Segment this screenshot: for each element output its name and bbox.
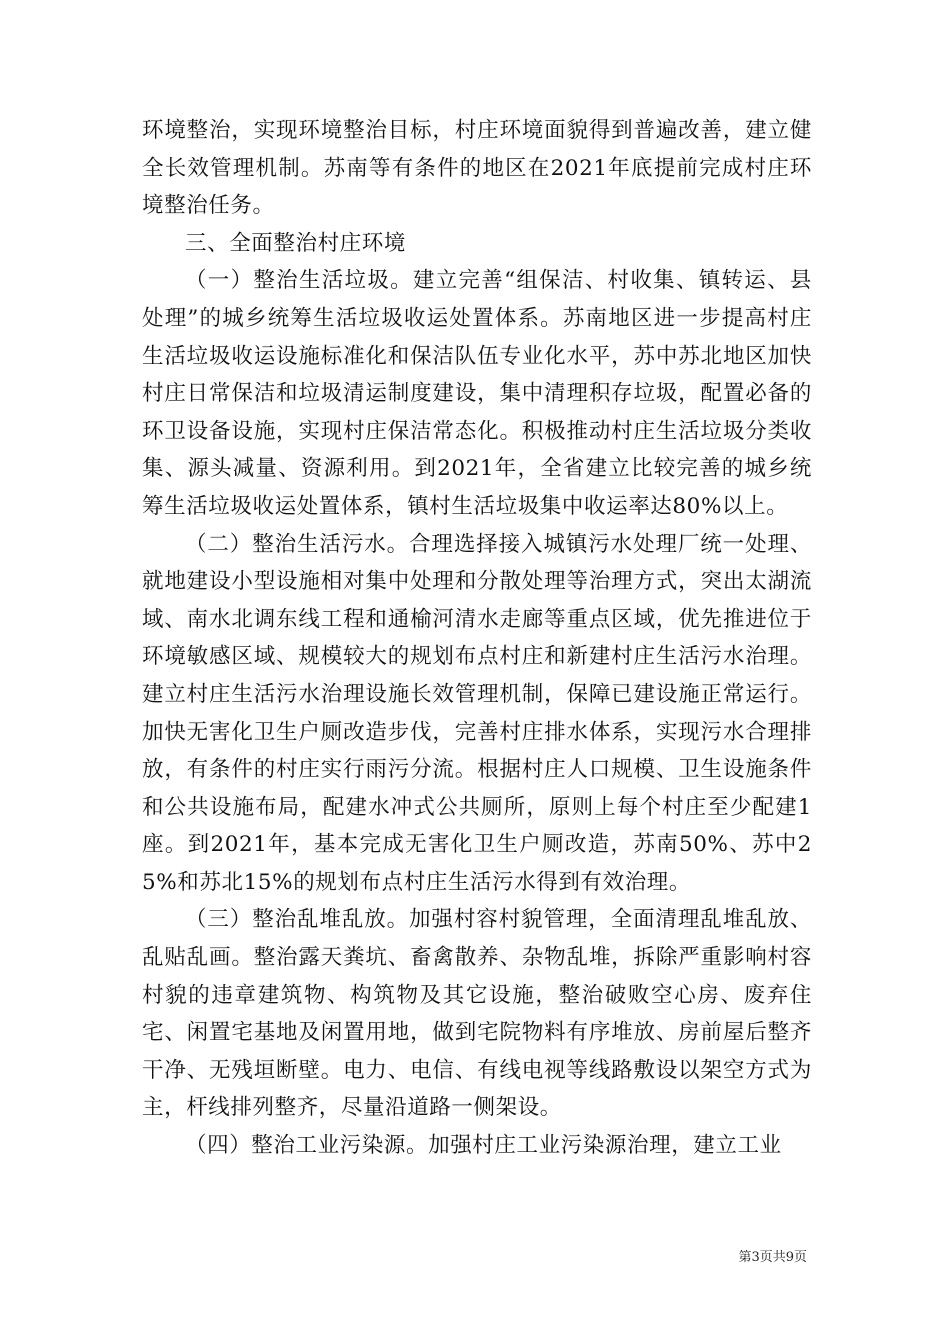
paragraph-industrial: （四）整治工业污染源。加强村庄工业污染源治理，建立工业	[185, 1133, 782, 1159]
paragraph-continuation: 环境整治，实现环境整治目标，村庄环境面貌得到普遍改善，建立健全长效管理机制。苏南等有条件的地区在2021年底提前完成村庄环境整治任务。	[142, 118, 812, 219]
section-heading: 三、全面整治村庄环境	[185, 230, 407, 256]
document-body	[142, 112, 812, 1165]
page-number: 第3页共9页	[738, 1250, 807, 1265]
paragraph-garbage: （一）整治生活垃圾。建立完善“组保洁、村收集、镇转运、县处理”的城乡统筹生活垃圾收运处置体系。苏南地区进一步提高村庄生活垃圾收运设施标准化和保洁队伍专业化水平，苏中苏北地区加快村庄日常保洁和垃圾清运制度建设，集中清理积存垃圾，配置必备的环卫设备设施，实现村庄保洁常态化。积极推动村庄生活垃圾分类收集、源头减量、资源利用。到2021年，全省建立比较完善的城乡统筹生活垃圾收运处置体系，镇村生活垃圾集中收运率达80%以上。	[142, 268, 812, 519]
paragraph-sewage: （二）整治生活污水。合理选择接入城镇污水处理厂统一处理、就地建设小型设施相对集中处理和分散处理等治理方式，突出太湖流域、南水北调东线工程和通榆河清水走廊等重点区域，优先推进位于环境敏感区域、规模较大的规划布点村庄和新建村庄生活污水治理。建立村庄生活污水治理设施长效管理机制，保障已建设施正常运行。加快无害化卫生户厕改造步伐，完善村庄排水体系，实现污水合理排放，有条件的村庄实行雨污分流。根据村庄人口规模、卫生设施条件和公共设施布局，配建水冲式公共厕所，原则上每个村庄至少配建1座。到2021年，基本完成无害化卫生户厕改造，苏南50%、苏中25%和苏北15%的规划布点村庄生活污水得到有效治理。	[142, 531, 812, 895]
paragraph-clutter: （三）整治乱堆乱放。加强村容村貌管理，全面清理乱堆乱放、乱贴乱画。整治露天粪坑、畜禽散养、杂物乱堆，拆除严重影响村容村貌的违章建筑物、构筑物及其它设施，整治破败空心房、废弃住宅、闲置宅基地及闲置用地，做到宅院物料有序堆放、房前屋后整齐干净、无残垣断壁。电力、电信、有线电视等线路敷设以架空方式为主，杆线排列整齐，尽量沿道路一侧架设。	[142, 907, 812, 1121]
